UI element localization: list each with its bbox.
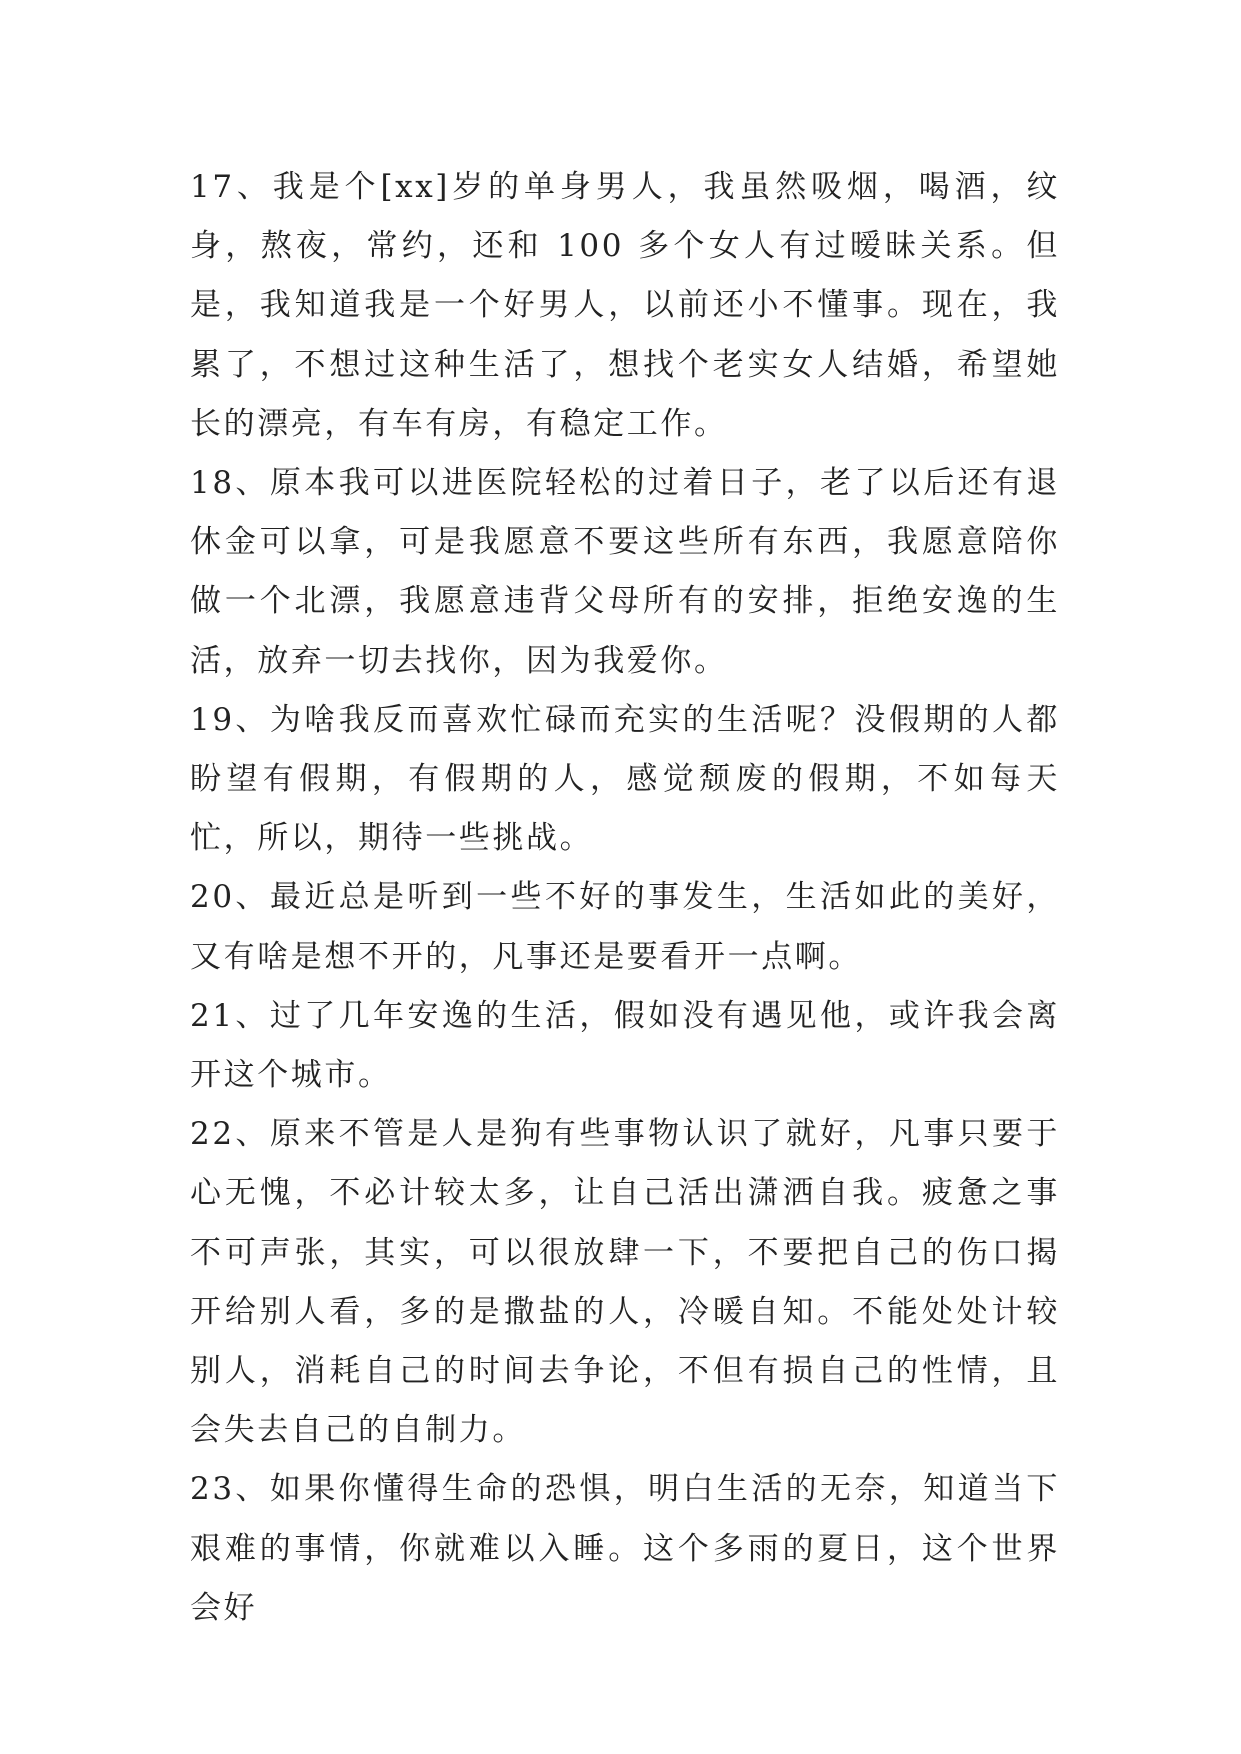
paragraph-18: 18、原本我可以进医院轻松的过着日子，老了以后还有退休金可以拿，可是我愿意不要这些所有东西，我愿意陪你做一个北漂，我愿意违背父母所有的安排，拒绝安逸的生活，放弃一切去找你，因为我爱你。	[190, 465, 1060, 679]
paragraph-22: 22、原来不管是人是狗有些事物认识了就好，凡事只要于心无愧，不必计较太多，让自己活出潇洒自我。疲惫之事不可声张，其实，可以很放肆一下，不要把自己的伤口揭开给别人看，多的是撒盐的人，冷暖自知。不能处处计较别人，消耗自己的时间去争论，不但有损自己的性情，且会失去自己的自制力。	[190, 1116, 1060, 1449]
paragraph-17: 17、我是个[xx]岁的单身男人，我虽然吸烟，喝酒，纹身，熬夜，常约，还和 100 多个女人有过暧昧关系。但是，我知道我是一个好男人，以前还小不懂事。现在，我累了，不想过这种生活了，想找个老实女人结婚，希望她长的漂亮，有车有房，有稳定工作。	[190, 169, 1060, 442]
paragraph-23: 23、如果你懂得生命的恐惧，明白生活的无奈，知道当下艰难的事情，你就难以入睡。这个多雨的夏日，这个世界会好	[190, 1471, 1060, 1626]
paragraph-19: 19、为啥我反而喜欢忙碌而充实的生活呢？没假期的人都盼望有假期，有假期的人，感觉颓废的假期，不如每天忙，所以，期待一些挑战。	[190, 701, 1060, 857]
paragraph-20: 20、最近总是听到一些不好的事发生，生活如此的美好，又有啥是想不开的，凡事还是要看开一点啊。	[190, 879, 1060, 975]
document-body	[190, 158, 1060, 1638]
paragraph-21: 21、过了几年安逸的生活，假如没有遇见他，或许我会离开这个城市。	[190, 997, 1060, 1094]
